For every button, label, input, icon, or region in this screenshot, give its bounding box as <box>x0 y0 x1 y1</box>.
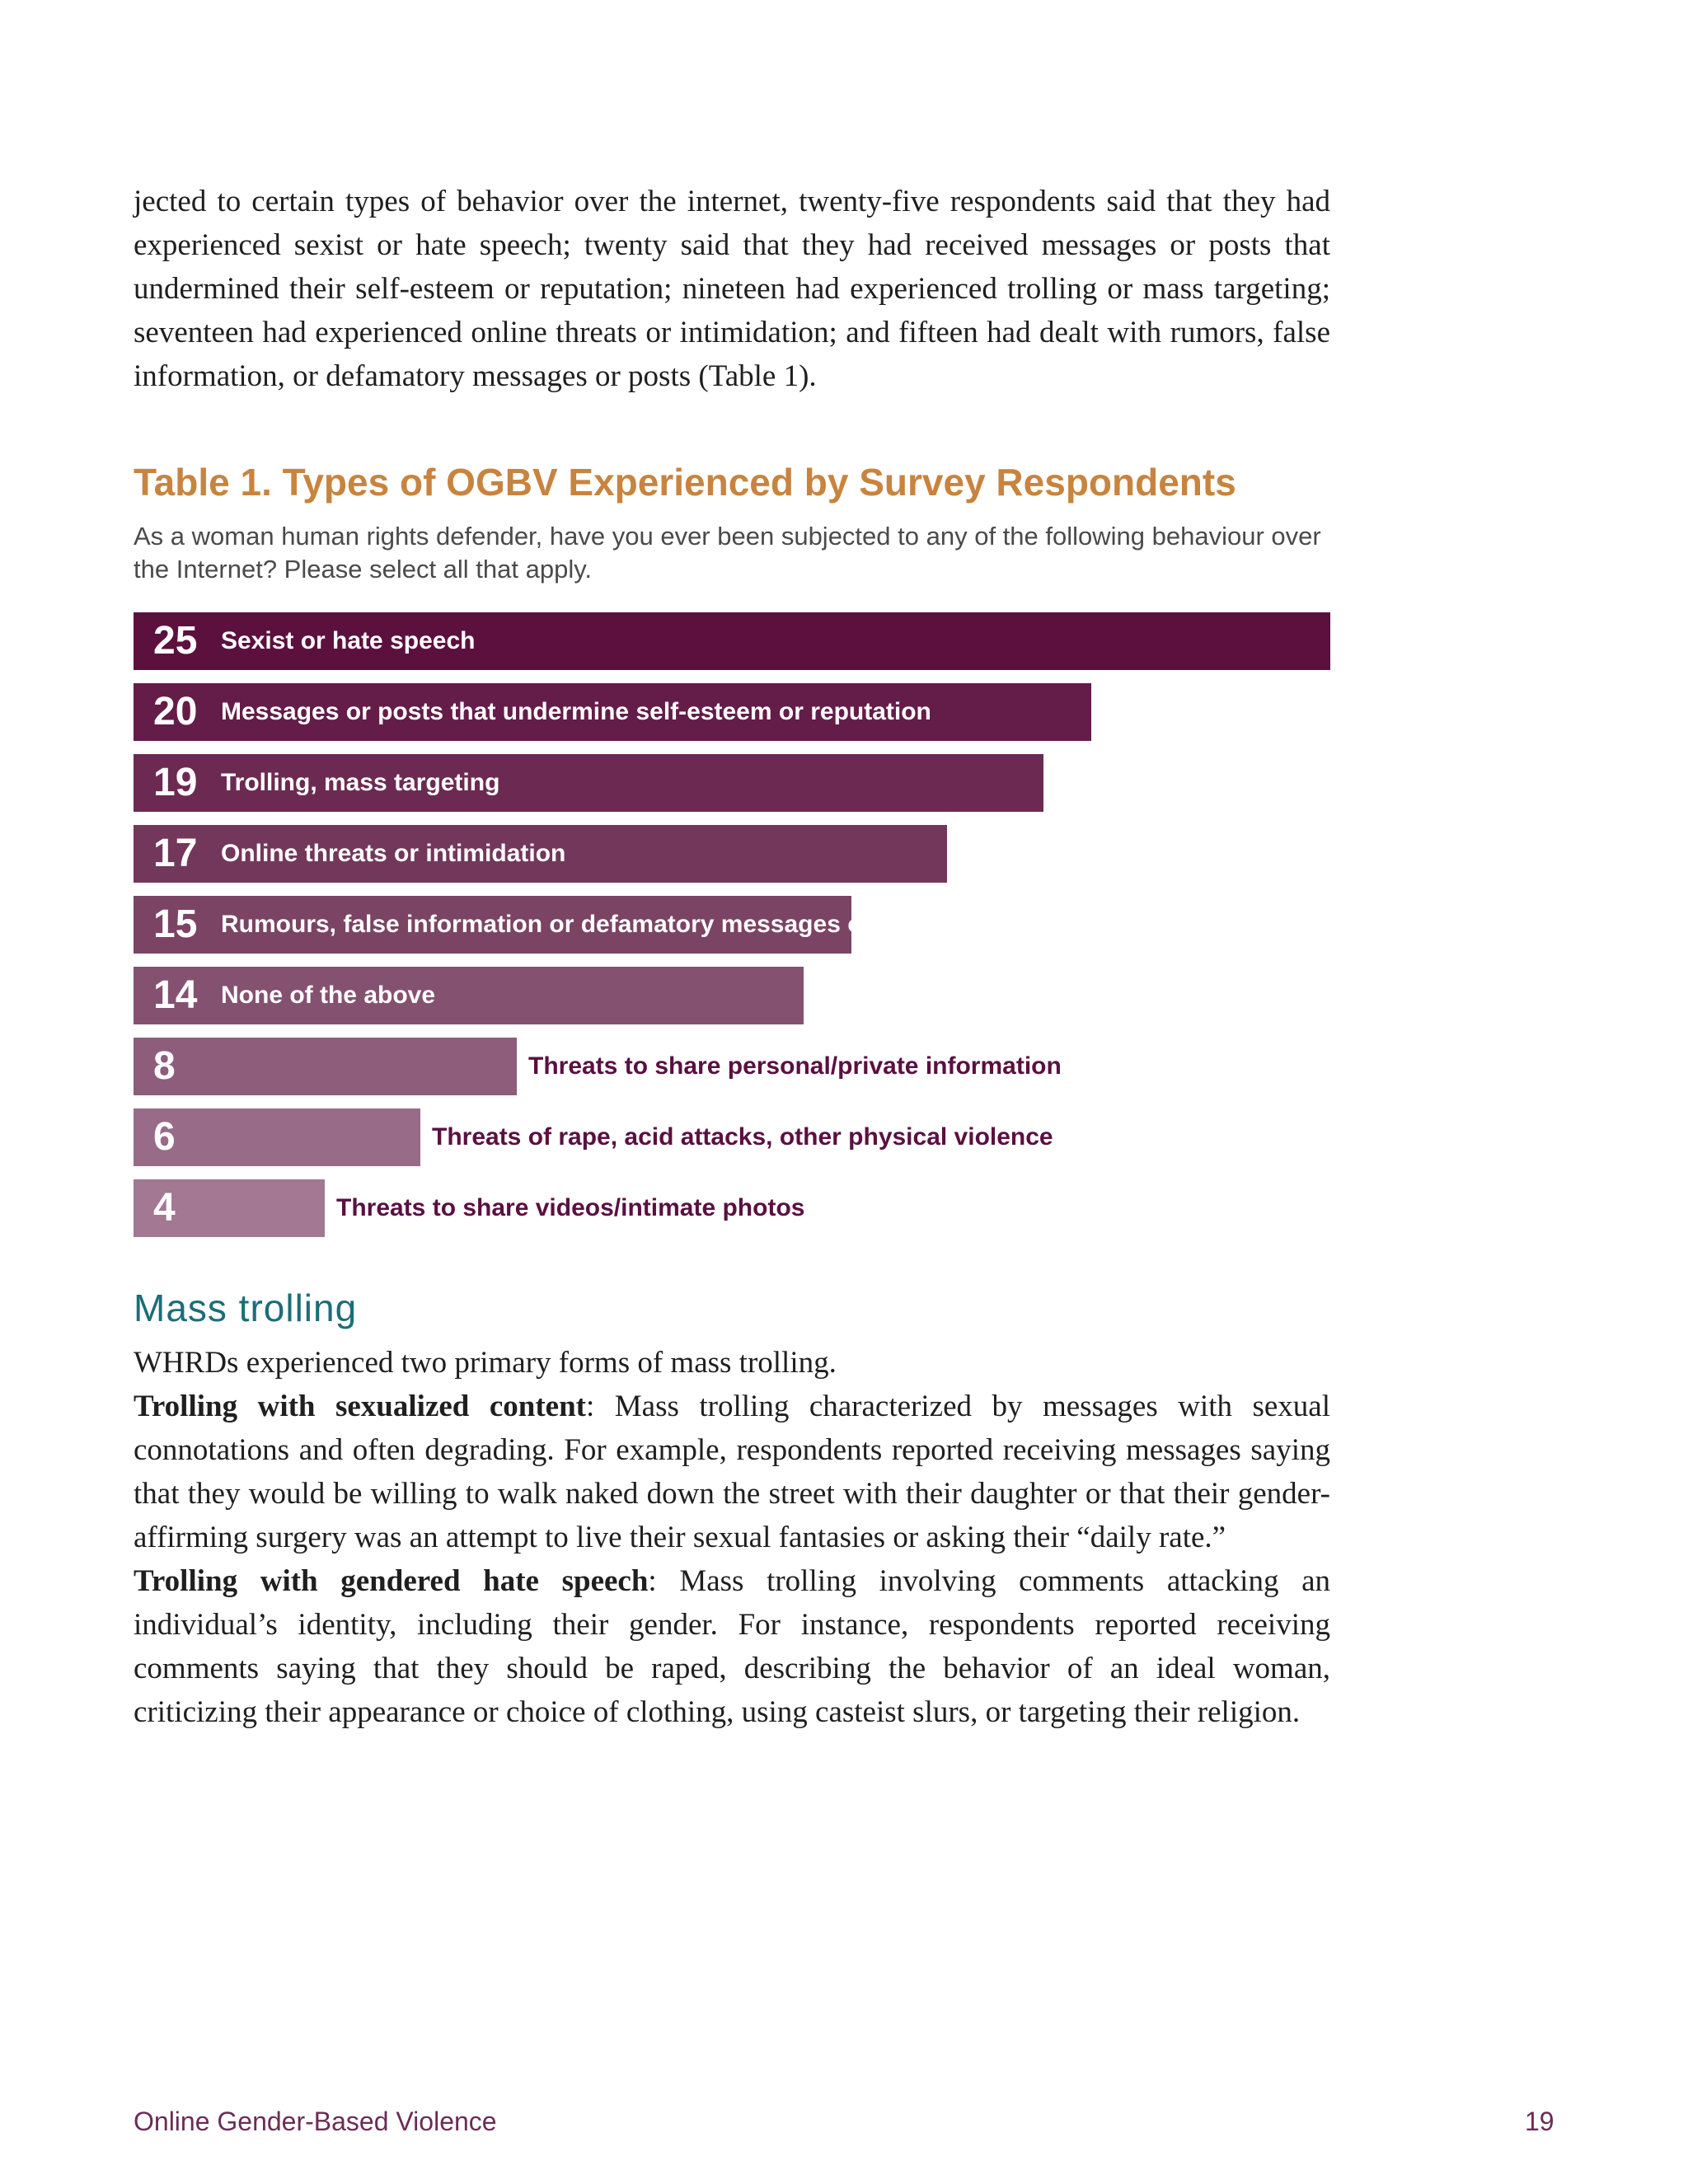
bar-value-label: 4 <box>153 1186 176 1230</box>
bar-category-label: Online threats or intimidation <box>221 840 566 867</box>
bar-value-label: 19 <box>153 761 198 804</box>
chart-bar <box>134 1179 325 1237</box>
intro-paragraph: jected to certain types of behavior over the internet, twenty-five respondents said that they had experienced sexist or hate speech; twenty said that they had received messages or posts that undermined their self-esteem or reputation; nineteen had experienced trolling or mass targeting; seventeen had experienced online threats or intimidation; and fifteen had dealt with rumors, false information, or defamatory messages or posts (Table 1). <box>134 185 1330 393</box>
paragraph-sexualized-content-term: Trolling with sexualized content <box>134 1390 587 1423</box>
chart-bar <box>134 967 804 1024</box>
chart-bar <box>134 896 945 954</box>
chart-bar <box>134 683 1091 741</box>
paragraph-gendered-hate-speech-term: Trolling with gendered hate speech <box>134 1564 649 1598</box>
bar-category-label: None of the above <box>221 982 436 1009</box>
chart-bar <box>134 754 1043 812</box>
table-question: As a woman human rights defender, have you ever been subjected to any of the following behaviour over the Internet? Please select all that apply. <box>134 522 1321 583</box>
bar-value-label: 15 <box>153 902 198 946</box>
chart-bar <box>134 1108 420 1166</box>
table-title: Table 1. Types of OGBV Experienced by Survey Respondents <box>134 461 1236 504</box>
bar-value-label: 14 <box>153 973 198 1017</box>
bar-category-label: Rumours, false information or defamatory messages or posts <box>221 911 945 938</box>
page-content <box>134 180 1330 1734</box>
paragraph-sexualized-content-text: : Mass trolling characterized by messages with sexual connotations and often degrading. For example, respondents reported receiving messages saying that they would be willing to walk naked down the street with their daughter or that their gender-affirming surgery was an attempt to live their sexual fantasies or asking their “daily rate.” <box>134 1390 1331 1554</box>
chart-bar <box>134 825 947 883</box>
bar-category-label: Sexist or hate speech <box>221 627 476 654</box>
section-heading: Mass trolling <box>134 1286 358 1329</box>
ogbv-bar-chart <box>134 612 1330 1240</box>
paragraph-sexualized-content <box>134 1385 1330 1559</box>
footer-title: Online Gender-Based Violence <box>134 2107 497 2136</box>
bar-category-label: Messages or posts that undermine self-esteem or reputation <box>221 698 931 725</box>
paragraph-gendered-hate-speech-text: : Mass trolling involving comments attacking an individual’s identity, including their gender. For instance, respondents reported receiving comments saying that they should be raped, describing the behavior of an ideal woman, criticizing their appearance or choice of clothing, using casteist slurs, or targeting their religion. <box>134 1564 1330 1729</box>
bar-category-label: Threats to share personal/private information <box>528 1052 1062 1080</box>
bar-value-label: 17 <box>153 832 198 875</box>
chart-bar <box>134 1038 517 1095</box>
chart-bar <box>134 612 1330 670</box>
paragraph-gendered-hate-speech <box>134 1559 1330 1734</box>
bar-value-label: 25 <box>153 619 198 663</box>
bar-value-label: 6 <box>153 1115 176 1159</box>
bar-value-label: 8 <box>153 1044 176 1088</box>
section-lead: WHRDs experienced two primary forms of mass trolling. <box>134 1346 837 1380</box>
bar-category-label: Trolling, mass targeting <box>221 769 500 796</box>
bar-category-label: Threats of rape, acid attacks, other physical violence <box>432 1123 1053 1151</box>
page-number: 19 <box>1525 2107 1554 2136</box>
bar-value-label: 20 <box>153 690 198 733</box>
bar-category-label: Threats to share videos/intimate photos <box>336 1194 805 1221</box>
